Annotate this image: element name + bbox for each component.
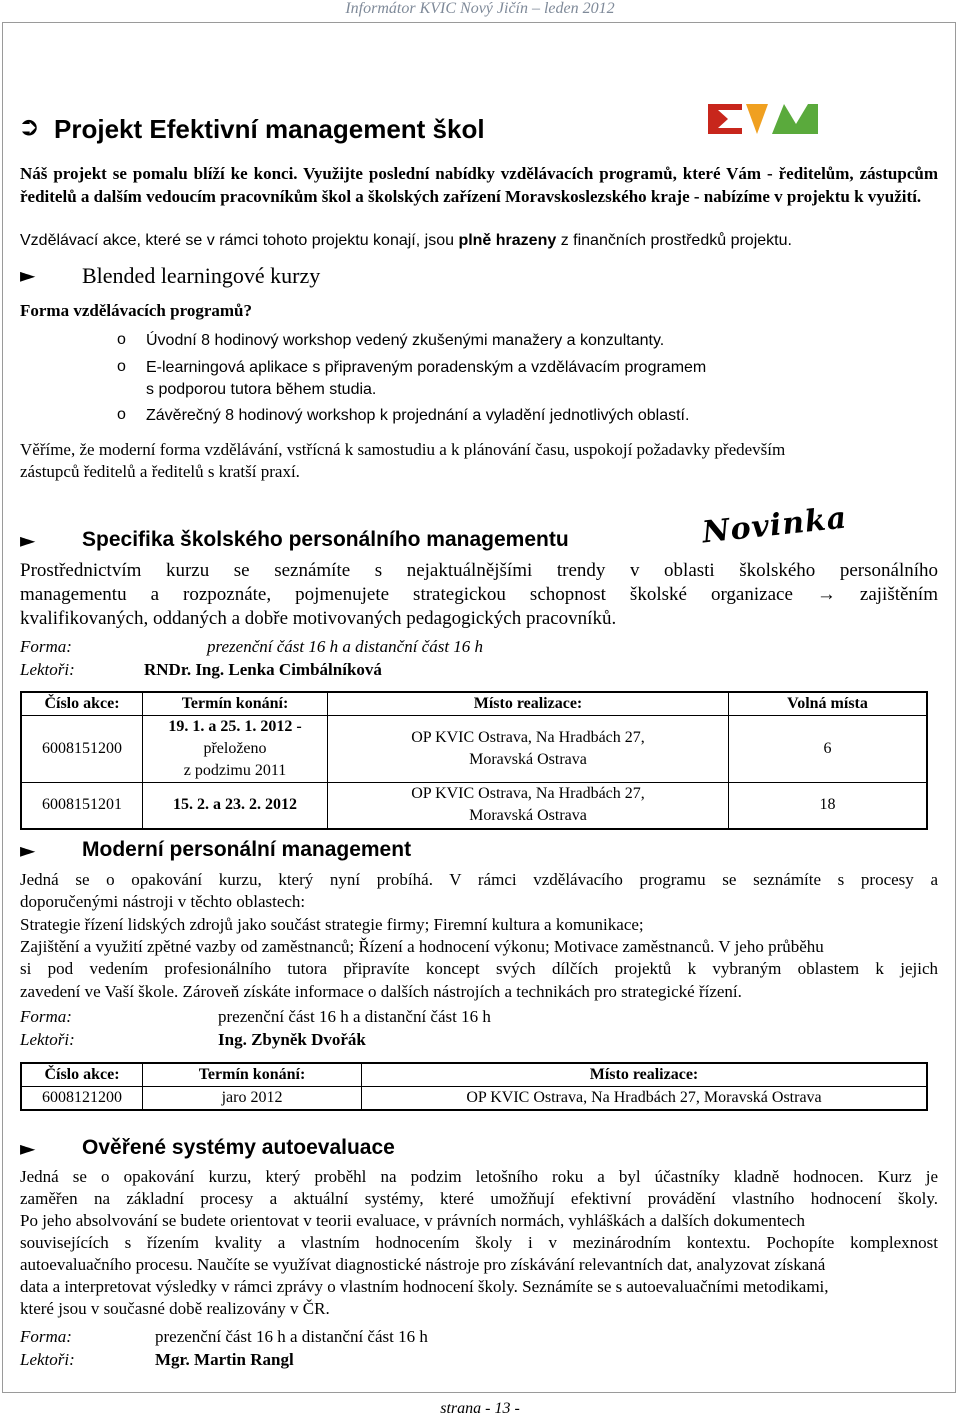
- blended-closing-2: zástupců ředitelů a ředitelů s kratší praxí.: [20, 462, 300, 481]
- table-cell-id: 6008151200: [21, 716, 143, 783]
- course2-form-label: Forma:: [20, 1007, 72, 1026]
- course2-lecturer-label: Lektoři:: [20, 1030, 75, 1049]
- table-row: [21, 716, 927, 783]
- page-number: strana - 13 -: [440, 1400, 520, 1417]
- kvic-logo: [708, 102, 818, 134]
- course2-form-value: prezenční část 16 h a distanční část 16 h: [218, 1007, 491, 1026]
- table-cell-date: jaro 2012: [143, 1087, 362, 1111]
- place-line1: OP KVIC Ostrava, Na Hradbách 27,: [411, 729, 645, 746]
- funding-text-1: Vzdělávací akce, které se v rámci tohoto projektu konají, jsou: [20, 232, 459, 249]
- table-header: Termín konání:: [143, 692, 328, 716]
- course3-lecturer-value: Mgr. Martin Rangl: [155, 1350, 294, 1369]
- table-header: Číslo akce:: [21, 1063, 143, 1087]
- table-header: Termín konání:: [143, 1063, 362, 1087]
- course1-form-value: prezenční část 16 h a distanční část 16 h: [207, 637, 484, 656]
- date-bold: 19. 1. a 25. 1. 2012 -: [168, 718, 302, 735]
- table-cell-free: 18: [729, 783, 928, 829]
- table-cell-date: [143, 716, 328, 783]
- course3-line: autoevaluačního procesu. Naučíte se využívat diagnostické nástroje pro získávání relevantních dat, analyzovat získaná: [20, 1255, 826, 1274]
- course1-desc-3: kvalifikovaných, oddaných a dobře motivovaných pedagogických pracovníků.: [20, 608, 617, 629]
- course3-line: Po jeho absolvování se budete orientovat v teorii evaluace, v právních normách, vyhláškách a dalších dokumentech: [20, 1211, 806, 1230]
- running-header: Informátor KVIC Nový Jičín – leden 2012: [345, 0, 615, 17]
- course1-desc-2: managementu a rozpoznáte, pojmenujete strategickou schopnost školské organizace → zajištěním: [20, 584, 938, 605]
- place-line2: Moravská Ostrava: [469, 807, 587, 825]
- table-header: Volná místa: [729, 692, 928, 716]
- bullet-marker: o: [117, 331, 126, 348]
- course1-title: Specifika školského personálního managementu: [82, 528, 569, 551]
- course1-lecturer-value: RNDr. Ing. Lenka Cimbálníková: [144, 660, 382, 679]
- bullet-marker: o: [117, 406, 126, 423]
- date-rest: přeloženo: [203, 740, 267, 757]
- funding-note: [20, 229, 950, 252]
- intro-paragraph: Náš projekt se pomalu blíží ke konci. Využijte poslední nabídky vzdělávacích programů, které Vám - ředitelům, zástupcům ředitelů a dalším vedoucím pracovníkům škol a školských zařízení Moravskoslezského kraje - nabízíme v projektu k využití.: [20, 164, 938, 206]
- course3-line: Jedná se o opakování kurzu, který proběhl na podzim letošního roku a byl účastníky kladně hodnocen. Kurz je: [20, 1167, 938, 1186]
- table-header-row: [21, 1063, 927, 1087]
- blended-title: Blended learningové kurzy: [82, 263, 321, 288]
- course2-line: Strategie řízení lidských zdrojů jako součást strategie firmy; Firemní kultura a komunikace;: [20, 915, 644, 934]
- table-cell-free: 6: [729, 716, 928, 783]
- table-cell-id: 6008151201: [21, 783, 143, 829]
- table-header-row: [21, 692, 927, 716]
- date-line2: z podzimu 2011: [183, 762, 287, 779]
- section-arrow-icon: ➲: [18, 112, 40, 142]
- funding-text-2: z finančních prostředků projektu.: [556, 232, 792, 249]
- bullet-item-continued: s podporou tutora během studia.: [146, 381, 377, 398]
- table-cell-place: [328, 716, 729, 783]
- place-line2: Moravská Ostrava: [469, 751, 587, 768]
- course1-form-label: Forma:: [20, 637, 72, 656]
- blended-marker: ►: [20, 263, 36, 287]
- table-header: Místo realizace:: [362, 1063, 928, 1087]
- course3-form-label: Forma:: [20, 1327, 72, 1346]
- course1-marker: ►: [20, 528, 36, 552]
- table-cell-place: OP KVIC Ostrava, Na Hradbách 27, Moravská Ostrava: [362, 1087, 928, 1111]
- course2-line: Jedná se o opakování kurzu, který nyní probíhá. V rámci vzdělávacího programu se seznámíte s procesy a: [20, 870, 938, 889]
- course3-title: Ověřené systémy autoevaluace: [82, 1136, 395, 1159]
- course2-table: [20, 1062, 928, 1111]
- course1-desc-1: Prostřednictvím kurzu se seznámíte s nejaktuálnějšími trendy v oblasti školského personálního: [20, 560, 938, 581]
- table-cell-date: 15. 2. a 23. 2. 2012: [143, 783, 328, 829]
- course2-line: zavedení ve Vaší škole. Zároveň získáte informace o dalších nástrojích a technikách pro strategické řízení.: [20, 982, 742, 1001]
- course2-line: doporučenými nástroji v těchto oblastech:: [20, 892, 306, 911]
- bullet-item: Úvodní 8 hodinový workshop vedený zkušenými manažery a konzultanty.: [146, 332, 665, 349]
- table-header: Číslo akce:: [21, 692, 143, 716]
- bullet-item: Závěrečný 8 hodinový workshop k projednání a vyladění jednotlivých oblastí.: [146, 407, 690, 424]
- course3-lecturer-label: Lektoři:: [20, 1350, 75, 1369]
- course3-marker: ►: [20, 1136, 36, 1160]
- course2-line: si pod vedením profesionálního tutora připravíte koncept svých dílčích projektů k vybraným oblastem k jejich: [20, 959, 938, 978]
- table-row: [21, 1087, 927, 1111]
- course3-line: data a interpretovat výsledky v rámci zprávy o vlastním hodnocení školy. Seznámíte se s autoevaluačními metodikami,: [20, 1277, 829, 1296]
- course2-title: Moderní personální management: [82, 838, 412, 861]
- table-header: Místo realizace:: [328, 692, 729, 716]
- novinka-badge: Novinka: [700, 500, 849, 551]
- course2-line: Zajištění a využití zpětné vazby od zaměstnanců; Řízení a hodnocení výkonu; Motivace zaměstnanců. V jeho průběhu: [20, 937, 824, 956]
- course1-lecturer-label: Lektoři:: [20, 660, 75, 679]
- table-cell-place: [328, 783, 729, 829]
- place-line1: OP KVIC Ostrava, Na Hradbách 27,: [411, 785, 645, 803]
- course3-line: souvisejících s řízením kvality a vlastním hodnocením školy i v mezinárodním kontextu. Pochopíte komplexnost: [20, 1233, 938, 1252]
- course3-line: které jsou v současné době realizovány v ČR.: [20, 1299, 330, 1318]
- course3-form-value: prezenční část 16 h a distanční část 16 h: [155, 1327, 428, 1346]
- page-title: Projekt Efektivní management škol: [54, 114, 485, 144]
- funding-bold: plně hrazeny: [458, 232, 557, 249]
- course2-marker: ►: [20, 838, 36, 862]
- course3-line: zaměřen na základní procesy a aktuální systémy, které umožňují efektivní provádění vlastního hodnocení školy.: [20, 1189, 938, 1208]
- bullet-marker: o: [117, 358, 126, 375]
- course1-table: [20, 691, 928, 830]
- table-row: [21, 783, 927, 829]
- table-cell-id: 6008121200: [21, 1087, 143, 1111]
- course2-lecturer-value: Ing. Zbyněk Dvořák: [218, 1030, 366, 1049]
- bullet-item: E-learningová aplikace s připraveným poradenským a vzdělávacím programem: [146, 359, 707, 376]
- blended-closing-1: Věříme, že moderní forma vzdělávání, vstřícná k samostudiu a k plánování času, uspokojí požadavky především: [20, 440, 786, 459]
- blended-question: Forma vzdělávacích programů?: [20, 301, 252, 320]
